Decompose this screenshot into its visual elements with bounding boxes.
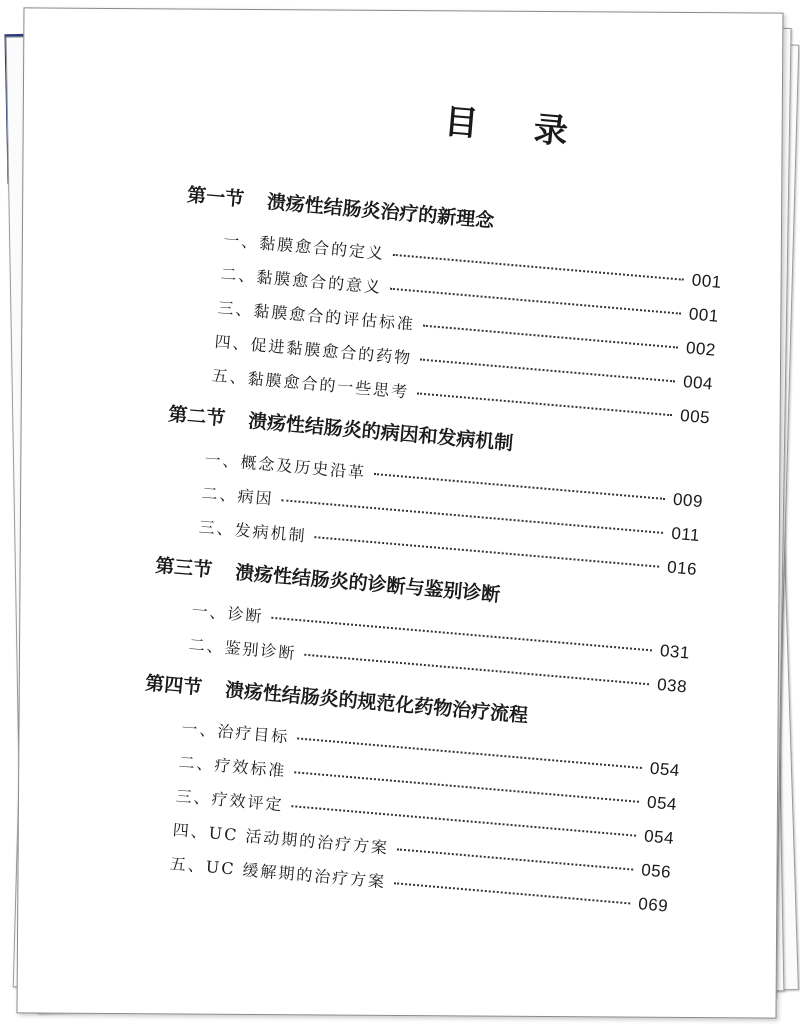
page-number: 009 bbox=[672, 489, 704, 512]
entry-label: 一、概念及历史沿革 bbox=[203, 449, 367, 483]
page-number: 054 bbox=[646, 792, 678, 815]
entry-label: 五、UC 缓解期的治疗方案 bbox=[169, 854, 387, 892]
section-title: 溃疡性结肠炎的病因和发病机制 bbox=[247, 410, 515, 455]
page-number: 004 bbox=[682, 372, 714, 394]
page-number: 005 bbox=[679, 405, 711, 428]
entry-label: 二、病因 bbox=[200, 483, 275, 509]
entry-label: 三、黏膜愈合的评估标准 bbox=[216, 298, 416, 334]
entry-label: 四、UC 活动期的治疗方案 bbox=[172, 820, 390, 858]
section-number: 第四节 bbox=[144, 672, 204, 700]
entry-label: 四、促进黏膜愈合的药物 bbox=[213, 331, 413, 368]
entry-label: 一、黏膜愈合的定义 bbox=[222, 230, 386, 264]
page-number: 002 bbox=[685, 338, 717, 360]
entry-label: 三、发病机制 bbox=[198, 517, 308, 546]
toc-page bbox=[16, 7, 783, 1018]
entry-label: 二、疗效标准 bbox=[177, 752, 288, 781]
section-number: 第一节 bbox=[186, 184, 245, 211]
page-number: 016 bbox=[666, 557, 698, 579]
page-number: 001 bbox=[691, 270, 723, 292]
entry-label: 一、诊断 bbox=[190, 600, 265, 627]
page-number: 054 bbox=[649, 758, 681, 781]
dot-leader bbox=[417, 392, 672, 416]
section-title: 溃疡性结肠炎的规范化药物治疗流程 bbox=[224, 679, 529, 727]
page-number: 001 bbox=[688, 304, 720, 326]
entry-label: 一、治疗目标 bbox=[180, 718, 291, 747]
section-number: 第三节 bbox=[154, 554, 214, 582]
dot-leader bbox=[397, 848, 634, 870]
page-number: 069 bbox=[637, 894, 669, 916]
dot-leader bbox=[374, 473, 665, 500]
entry-label: 五、黏膜愈合的一些思考 bbox=[211, 365, 410, 402]
dot-leader bbox=[393, 254, 684, 281]
section-title: 溃疡性结肠炎治疗的新理念 bbox=[265, 190, 495, 233]
dot-leader bbox=[420, 359, 675, 383]
page-number: 038 bbox=[656, 674, 688, 697]
entry-label: 二、黏膜愈合的意义 bbox=[219, 264, 383, 297]
page-number: 056 bbox=[640, 860, 672, 882]
page-number: 054 bbox=[643, 826, 675, 848]
page-number: 031 bbox=[659, 641, 691, 663]
section-number: 第二节 bbox=[167, 403, 227, 431]
entry-label: 二、鉴别诊断 bbox=[187, 634, 298, 663]
dot-leader bbox=[394, 882, 631, 904]
dot-leader bbox=[423, 325, 678, 349]
page-title: 目 录 bbox=[442, 101, 592, 155]
section-title: 溃疡性结肠炎的诊断与鉴别诊断 bbox=[234, 561, 502, 607]
page-number: 011 bbox=[670, 523, 701, 546]
entry-label: 三、疗效评定 bbox=[174, 786, 285, 815]
